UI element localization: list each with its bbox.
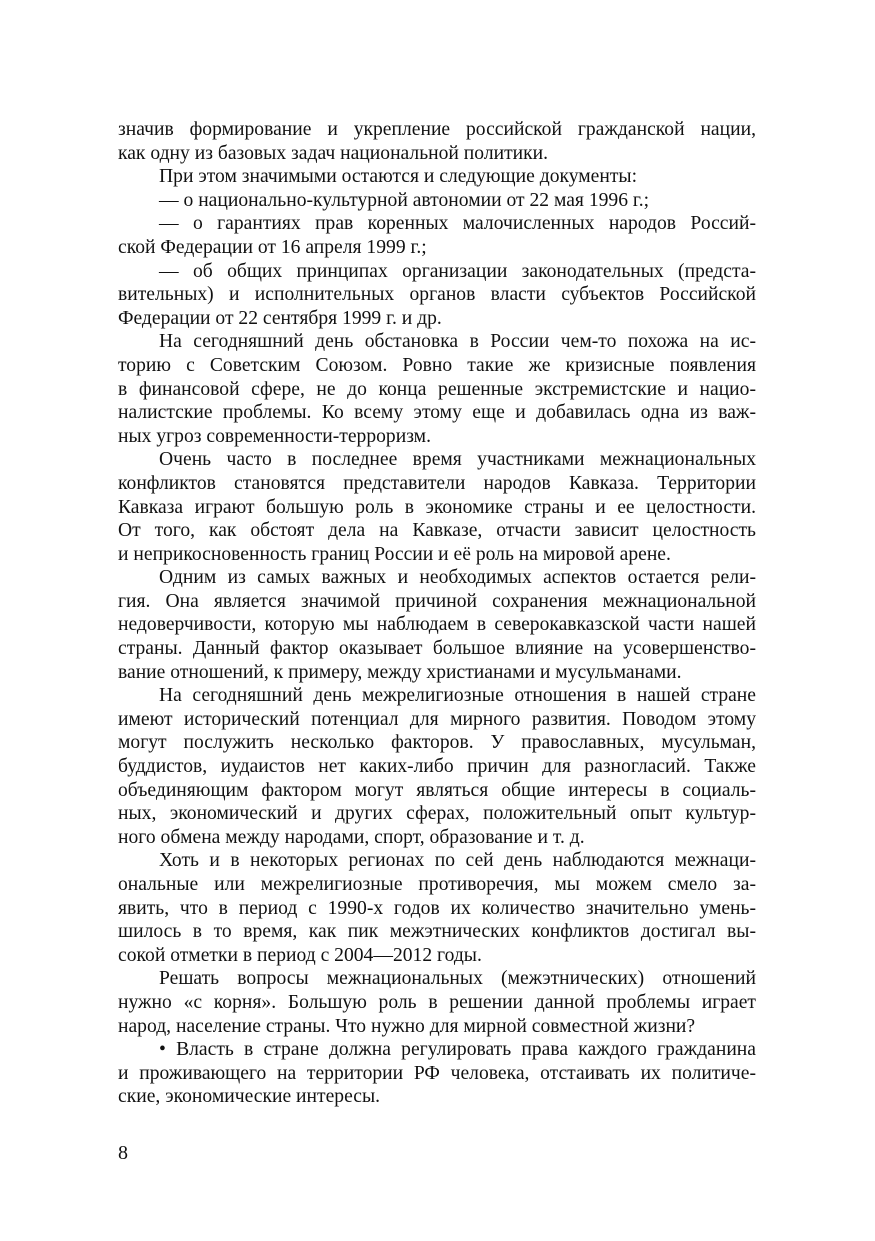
text-line: страны. Данный фактор оказывает большое влияние на усовершенство- bbox=[118, 638, 756, 660]
text-line: Одним из самых важных и необходимых аспектов остается рели- bbox=[159, 567, 756, 589]
text-line: • Власть в стране должна регулировать права каждого гражданина bbox=[159, 1039, 756, 1061]
text-line: Хоть и в некоторых регионах по сей день наблюдаются межнаци- bbox=[159, 850, 756, 872]
page-number: 8 bbox=[118, 1142, 128, 1164]
text-line: как одну из базовых задач национальной политики. bbox=[118, 142, 549, 164]
text-line: Кавказа играют большую роль в экономике страны и ее целостности. bbox=[118, 496, 756, 518]
text-line: налистские проблемы. Ко всему этому еще и добавилась одна из важ- bbox=[118, 402, 756, 424]
text-line: вительных) и исполнительных органов власти субъектов Российской bbox=[118, 284, 756, 306]
text-line: — об общих принципах организации законодательных (предста- bbox=[159, 260, 756, 282]
text-line: гия. Она является значимой причиной сохранения межнациональной bbox=[118, 590, 756, 612]
text-line: торию с Советским Союзом. Ровно такие же кризисные появления bbox=[118, 354, 756, 376]
text-line: буддистов, иудаистов нет каких-либо причин для разногласий. Также bbox=[118, 756, 756, 778]
text-line: народ, население страны. Что нужно для мирной совместной жизни? bbox=[118, 1015, 696, 1037]
text-line: От того, как обстоят дела на Кавказе, отчасти зависит целостность bbox=[118, 520, 756, 542]
text-line: Очень часто в последнее время участниками межнациональных bbox=[159, 449, 756, 471]
text-line: объединяющим фактором могут являться общие интересы в социаль- bbox=[118, 779, 756, 801]
text-line: вание отношений, к примеру, между христианами и мусульманами. bbox=[118, 661, 682, 683]
text-line: ские, экономические интересы. bbox=[118, 1086, 381, 1108]
text-line: Решать вопросы межнациональных (межэтнических) отношений bbox=[159, 968, 756, 990]
page-body-text bbox=[118, 118, 756, 1109]
text-line: могут послужить несколько факторов. У православных, мусульман, bbox=[118, 732, 756, 754]
text-line: ональные или межрелигиозные противоречия, мы можем смело за- bbox=[118, 874, 756, 895]
text-line: Федерации от 22 сентября 1999 г. и др. bbox=[118, 307, 442, 329]
text-line: и проживающего на территории РФ человека, отстаивать их политиче- bbox=[118, 1062, 756, 1084]
text-line: имеют исторический потенциал для мирного развития. Поводом этому bbox=[118, 708, 756, 730]
text-line: На сегодняшний день межрелигиозные отношения в нашей стране bbox=[159, 685, 756, 707]
text-line: явить, что в период с 1990-х годов их количество значительно умень- bbox=[118, 897, 756, 919]
text-line: ного обмена между народами, спорт, образование и т. д. bbox=[118, 826, 585, 848]
text-line: недоверчивости, которую мы наблюдаем в северокавказской части нашей bbox=[118, 614, 756, 636]
text-line: нужно «с корня». Большую роль в решении данной проблемы играет bbox=[118, 991, 756, 1013]
text-line: конфликтов становятся представители народов Кавказа. Территории bbox=[118, 472, 756, 494]
text-line: При этом значимыми остаются и следующие документы: bbox=[159, 166, 638, 188]
text-line: — о гарантиях прав коренных малочисленных народов Россий- bbox=[159, 213, 756, 235]
text-line: и неприкосновенность границ России и её роль на мировой арене. bbox=[118, 543, 671, 565]
text-line: На сегодняшний день обстановка в России чем-то похожа на ис- bbox=[159, 331, 756, 353]
text-line: сокой отметки в период с 2004—2012 годы. bbox=[118, 944, 482, 966]
text-line: значив формирование и укрепление российской гражданской нации, bbox=[118, 119, 756, 140]
text-line: ных, экономический и других сферах, положительный опыт культур- bbox=[118, 803, 756, 825]
text-line: ской Федерации от 16 апреля 1999 г.; bbox=[118, 236, 427, 258]
text-line: — о национально-культурной автономии от 22 мая 1996 г.; bbox=[159, 189, 650, 211]
text-line: шилось в то время, как пик межэтнических конфликтов достигал вы- bbox=[118, 921, 756, 943]
text-line: в финансовой сфере, не до конца решенные экстремистские и нацио- bbox=[118, 378, 756, 400]
text-line: ных угроз современности-терроризм. bbox=[118, 425, 431, 447]
